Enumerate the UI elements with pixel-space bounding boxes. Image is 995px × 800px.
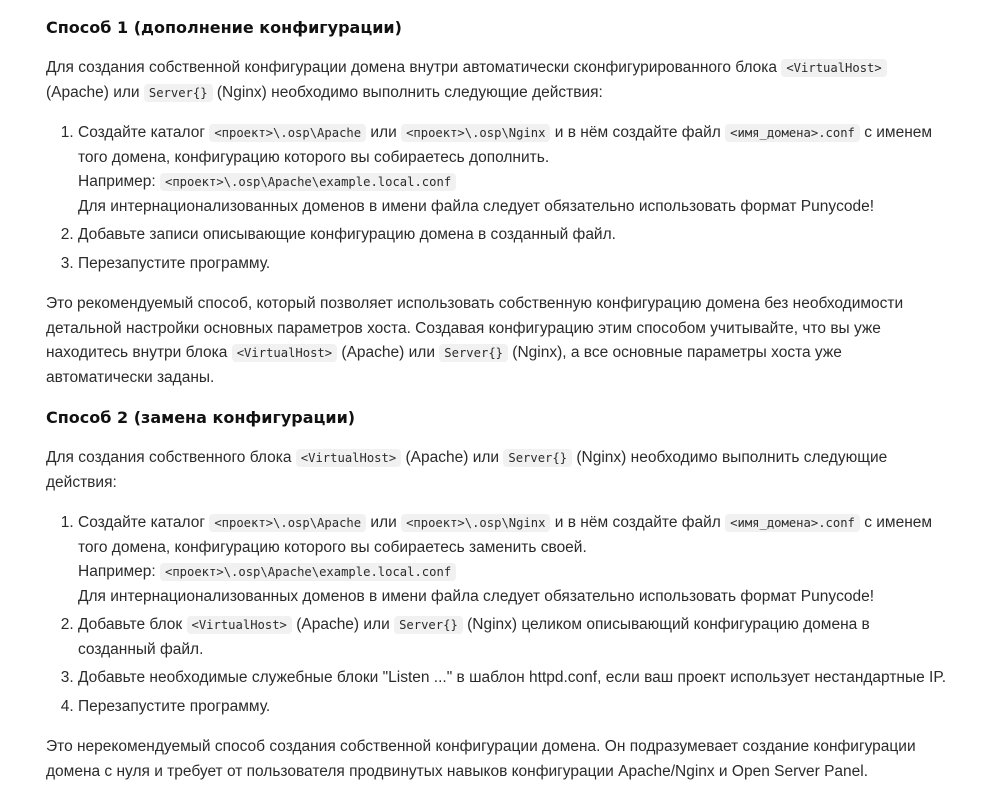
text: Добавьте блок (78, 616, 187, 633)
inline-code: <проект>\.osp\Nginx (401, 514, 550, 532)
text: Это рекомендуемый способ, который позволяет использовать собственную конфигурацию домена без необходимости детальной настройки основных параметров хоста. Создавая конфигурацию этим способом учитывайте, что вы уже находитесь внутри блока (46, 295, 904, 361)
inline-code: Server{} (503, 449, 572, 467)
step-item: 4. Перезапустите программу. (78, 695, 949, 720)
text: Для интернационализованных доменов в имени файла следует обязательно использовать формат Punycode! (78, 587, 874, 605)
inline-code: <имя_домена>.conf (725, 514, 860, 532)
text: или (366, 124, 402, 141)
step-item (78, 511, 949, 609)
step-item: 3. Добавьте необходимые служебные блоки "Listen ..." в шаблон httpd.conf, если ваш проект использует нестандартные IP. (78, 666, 949, 691)
inline-code: <проект>\.osp\Apache (209, 514, 366, 532)
text: (Apache) или (46, 83, 144, 101)
text: и в нём создайте файл (550, 124, 726, 141)
text: Например: (78, 173, 160, 190)
inline-code: <VirtualHost> (187, 616, 292, 634)
section-1-steps (46, 121, 949, 276)
section-1-intro (46, 56, 949, 105)
text: (Nginx) необходимо выполнить следующие действия: (46, 449, 888, 491)
text: (Nginx) необходимо выполнить следующие действия: (212, 83, 603, 101)
text: и в нём создайте файл (550, 514, 726, 531)
inline-code: Server{} (439, 344, 508, 362)
text: Создайте каталог (78, 514, 210, 531)
section-1-recommendation (46, 292, 949, 390)
inline-code: <имя_домена>.conf (725, 124, 860, 142)
text: (Apache) или (337, 344, 440, 361)
text: или (366, 514, 402, 531)
text: Для создания собственной конфигурации домена внутри автоматически сконфигурированного блока (46, 59, 782, 76)
text: Для интернационализованных доменов в имени файла следует обязательно использовать формат Punycode! (78, 197, 874, 215)
step-item (78, 613, 949, 662)
inline-code: Server{} (394, 616, 463, 634)
inline-code: <VirtualHost> (781, 59, 886, 77)
section-2-intro (46, 446, 949, 495)
text: (Apache) или (291, 616, 395, 633)
step-item: 2. Добавьте записи описывающие конфигурацию домена в созданный файл. (78, 223, 949, 248)
section-2-title: Способ 2 (замена конфигурации) (46, 408, 356, 427)
text: с именем того домена, конфигурацию которого вы собираетесь заменить своей. (78, 514, 933, 556)
inline-code: <VirtualHost> (232, 344, 337, 362)
inline-code: <проект>\.osp\Nginx (401, 124, 550, 142)
step-item (78, 121, 949, 219)
step-item: 3. Перезапустите программу. (78, 252, 949, 277)
section-1-title: Способ 1 (дополнение конфигурации) (46, 18, 402, 37)
text: (Nginx), а все основные параметры хоста уже автоматически заданы. (46, 344, 842, 386)
text: Например: (78, 563, 160, 580)
text: (Apache) или (401, 449, 504, 466)
text: Создайте каталог (78, 124, 210, 141)
text: (Nginx) целиком описывающий конфигурацию домена в созданный файл. (78, 616, 870, 658)
text: Для создания собственного блока (46, 449, 296, 466)
text: с именем того домена, конфигурацию которого вы собираетесь дополнить. (78, 124, 933, 166)
section-2-steps (46, 511, 949, 719)
inline-code: <проект>\.osp\Apache\example.local.conf (160, 173, 456, 191)
section-2-warning: Это нерекомендуемый способ создания собственной конфигурации домена. Он подразумевает создание конфигурации домена с нуля и требует от пользователя продвинутых навыков конфигурации Apache/Nginx и Open Server Panel. (46, 738, 916, 780)
inline-code: Server{} (144, 84, 213, 102)
inline-code: <проект>\.osp\Apache\example.local.conf (160, 563, 456, 581)
inline-code: <проект>\.osp\Apache (209, 124, 366, 142)
inline-code: <VirtualHost> (296, 449, 401, 467)
